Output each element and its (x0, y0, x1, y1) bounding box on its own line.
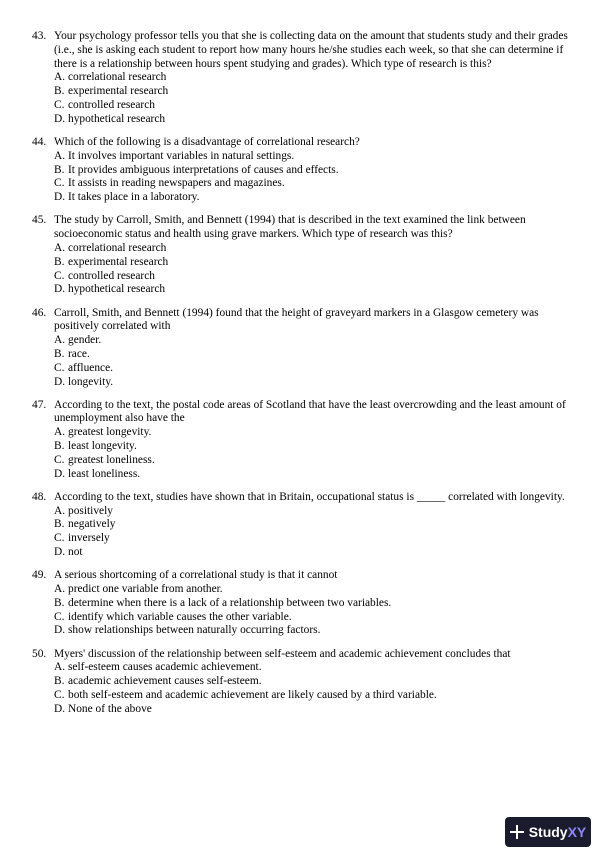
option-letter: C. (54, 532, 65, 545)
option-letter: A. (54, 661, 66, 674)
question-item (32, 648, 580, 717)
option-letter: A. (54, 504, 66, 517)
question-text: According to the text, studies have shown that in Britain, occupational status is _____ correlated with longevity. (54, 490, 565, 503)
answer-option (54, 164, 580, 178)
option-letter: C. (54, 269, 65, 282)
question-item (32, 214, 580, 297)
answer-option (54, 675, 580, 689)
option-letter: D. (54, 283, 66, 296)
option-text: longevity. (68, 375, 114, 388)
option-text: race. (68, 347, 90, 360)
plus-icon (510, 825, 524, 839)
option-text: least loneliness. (68, 467, 141, 480)
answer-option (54, 283, 580, 297)
answer-option (54, 191, 580, 205)
option-text: It involves important variables in natural settings. (68, 149, 295, 162)
question-number: 43. (32, 30, 47, 42)
question-item (32, 491, 580, 560)
answer-option (54, 362, 580, 376)
option-letter: D. (54, 191, 66, 204)
option-letter: B. (54, 163, 65, 176)
question-item (32, 136, 580, 205)
question-item (32, 569, 580, 638)
option-text: show relationships between naturally occurring factors. (68, 624, 321, 637)
option-letter: B. (54, 440, 65, 453)
option-letter: B. (54, 85, 65, 98)
answer-option (54, 624, 580, 638)
answer-option (54, 99, 580, 113)
answer-option (54, 518, 580, 532)
answer-option (54, 376, 580, 390)
option-letter: A. (54, 71, 66, 84)
question-item (32, 399, 580, 482)
question-text: A serious shortcoming of a correlational study is that it cannot (54, 569, 338, 582)
option-text: both self-esteem and academic achievement are likely caused by a third variable. (68, 689, 437, 701)
answer-option (54, 597, 580, 611)
option-letter: C. (54, 98, 65, 111)
option-letter: A. (54, 241, 66, 254)
option-letter: A. (54, 149, 66, 162)
question-list (32, 30, 580, 726)
option-letter: A. (54, 334, 66, 347)
question-text: Carroll, Smith, and Bennett (1994) found that the height of graveyard markers in a Glasgow cemetery was positively correlated with (54, 306, 539, 333)
option-text: identify which variable causes the other variable. (68, 610, 292, 623)
answer-option (54, 689, 580, 703)
question-number: 44. (32, 135, 47, 148)
option-letter: B. (54, 347, 65, 360)
option-letter: D. (54, 624, 66, 637)
option-letter: D. (54, 112, 66, 125)
answer-option (54, 113, 580, 127)
answer-option (54, 85, 580, 99)
answer-option (54, 611, 580, 625)
option-text: correlational research (68, 71, 167, 84)
question-number: 47. (32, 398, 47, 411)
option-text: predict one variable from another. (68, 583, 223, 596)
question-text: According to the text, the postal code areas of Scotland that have the least overcrowding and the least amount of unemployment also have the (54, 398, 566, 425)
answer-option (54, 661, 580, 675)
option-text: inversely (68, 532, 110, 545)
question-text: Which of the following is a disadvantage of correlational research? (54, 135, 360, 148)
option-text: positively (68, 504, 113, 517)
option-text: least longevity. (68, 440, 137, 453)
option-letter: C. (54, 177, 65, 190)
option-text: hypothetical research (68, 283, 166, 296)
answer-option (54, 505, 580, 519)
option-text: It assists in reading newspapers and magazines. (68, 177, 285, 190)
option-text: academic achievement causes self-esteem. (68, 675, 262, 688)
answer-option (54, 242, 580, 256)
option-letter: B. (54, 596, 65, 609)
option-letter: C. (54, 689, 65, 701)
question-number: 50. (32, 647, 47, 660)
question-number: 45. (32, 214, 47, 227)
question-text: Your psychology professor tells you that she is collecting data on the amount that students study and their grades (i.e., she is asking each student to report how many hours he/she studies each week, so that she can determine if there is a relationship between hours spent studying and grades). Which type of research is this? (54, 30, 568, 70)
option-text: gender. (68, 334, 102, 347)
answer-option (54, 71, 580, 85)
question-number: 49. (32, 569, 47, 582)
option-letter: A. (54, 583, 66, 596)
option-text: greatest longevity. (68, 426, 152, 439)
option-letter: C. (54, 610, 65, 623)
question-text: The study by Carroll, Smith, and Bennett (1994) that is described in the text examined the link between socioeconomic status and health using grave markers. Which type of research was this? (54, 214, 526, 241)
question-number: 46. (32, 306, 47, 319)
option-letter: D. (54, 702, 66, 715)
answer-option (54, 583, 580, 597)
option-text: greatest loneliness. (68, 453, 155, 466)
option-text: controlled research (68, 269, 155, 282)
answer-option (54, 468, 580, 482)
answer-option (54, 546, 580, 560)
answer-option (54, 150, 580, 164)
question-item (32, 307, 580, 390)
answer-option (54, 348, 580, 362)
option-text: It provides ambiguous interpretations of causes and effects. (68, 163, 339, 176)
option-letter: B. (54, 518, 65, 531)
badge-brand-text: Study (528, 824, 568, 840)
option-text: not (68, 546, 83, 559)
answer-option (54, 334, 580, 348)
option-letter: B. (54, 255, 65, 268)
answer-option (54, 177, 580, 191)
option-text: None of the above (68, 702, 152, 715)
answer-option (54, 270, 580, 284)
answer-option (54, 532, 580, 546)
option-text: affluence. (68, 361, 114, 374)
badge-brand (529, 824, 587, 840)
studyxy-badge[interactable] (505, 817, 591, 847)
answer-option (54, 440, 580, 454)
option-text: correlational research (68, 241, 167, 254)
option-letter: C. (54, 453, 65, 466)
option-text: It takes place in a laboratory. (68, 191, 200, 204)
answer-option (54, 426, 580, 440)
option-text: controlled research (68, 98, 155, 111)
answer-option (54, 256, 580, 270)
option-text: negatively (68, 518, 116, 531)
option-text: experimental research (68, 255, 169, 268)
option-letter: D. (54, 467, 66, 480)
answer-option (54, 703, 580, 717)
option-letter: A. (54, 426, 66, 439)
question-item (32, 30, 580, 127)
option-text: determine when there is a lack of a relationship between two variables. (68, 596, 392, 609)
option-text: experimental research (68, 85, 169, 98)
option-letter: D. (54, 375, 66, 388)
option-text: self-esteem causes academic achievement. (68, 661, 262, 674)
option-letter: B. (54, 675, 65, 688)
badge-brand-accent: XY (567, 824, 587, 840)
answer-option (54, 454, 580, 468)
question-number: 48. (32, 490, 47, 503)
option-letter: C. (54, 361, 65, 374)
option-letter: D. (54, 546, 66, 559)
option-text: hypothetical research (68, 112, 166, 125)
question-text: Myers' discussion of the relationship between self-esteem and academic achievement concludes that (54, 647, 511, 660)
